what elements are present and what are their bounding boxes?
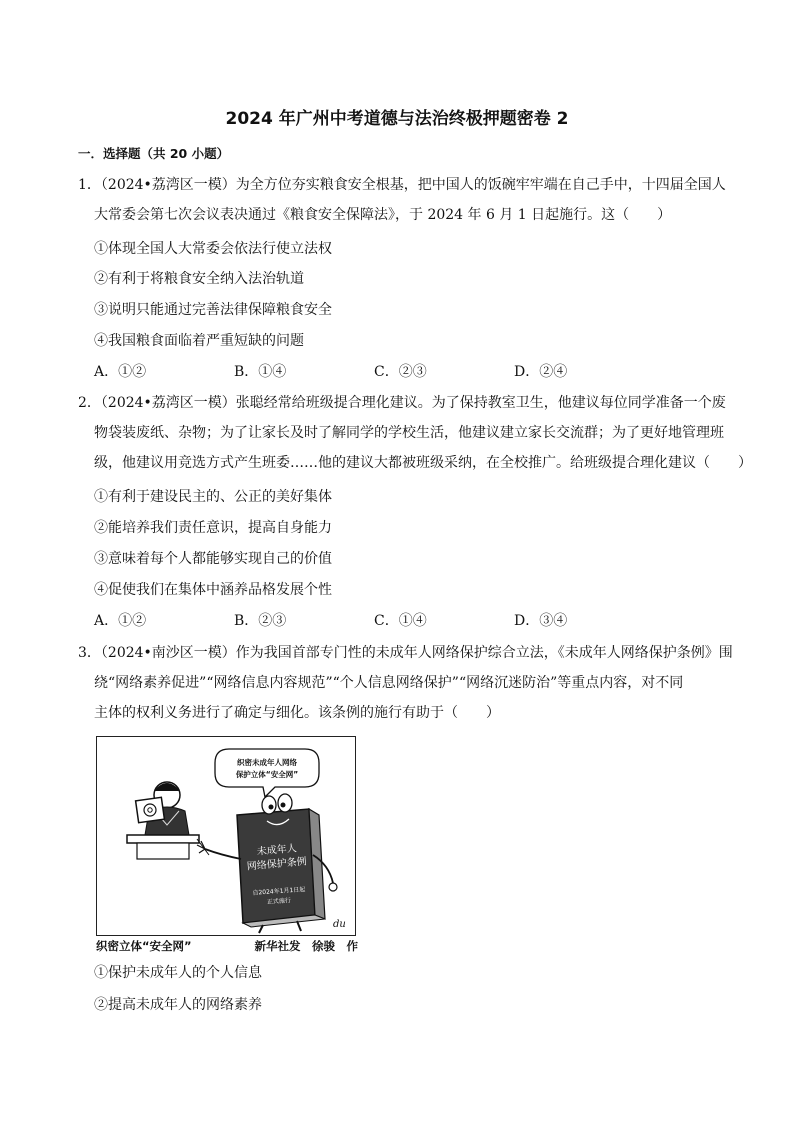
question-2-statement-3: ③意味着每个人都能够实现自己的价值 — [94, 551, 332, 567]
question-1-stem — [78, 170, 726, 230]
question-3-statement-2: ②提高未成年人的网络素养 — [94, 997, 262, 1013]
question-2-choice-a[interactable]: A．①② — [94, 613, 147, 629]
question-2-line-3: 级，他建议用竞选方式产生班委……他的建议大都被班级采纳，在全校推广。给班级提合理化建议（ ） — [94, 455, 752, 471]
cartoon-caption-author: 新华社发 徐骏 作 — [254, 939, 358, 953]
question-3-line-1: 3．（2024•南沙区一模）作为我国首部专门性的未成年人网络保护综合立法，《未成年人网络保护条例》围 — [78, 645, 733, 661]
page-title: 2024 年广州中考道德与法治终极押题密卷 2 — [225, 109, 569, 129]
question-3-line-2: 绕“网络素养促进”“网络信息内容规范”“个人信息网络保护”“网络沉迷防治”等重点内容，对不同 — [94, 675, 684, 691]
question-2-choice-b[interactable]: B．②③ — [234, 613, 287, 629]
question-2-statement-2: ②能培养我们责任意识，提高自身能力 — [94, 520, 332, 536]
question-2-statement-1: ①有利于建设民主的、公正的美好集体 — [94, 489, 332, 505]
speech-bubble — [215, 749, 319, 797]
question-1-statement-3: ③说明只能通过完善法律保障粮食安全 — [94, 302, 332, 318]
question-2-choice-d[interactable]: D．③④ — [514, 613, 568, 629]
book-title-line-1: 未成年人 — [256, 843, 298, 858]
question-2-choice-c[interactable]: C．①④ — [374, 613, 427, 629]
book-date-line-2: 正式施行 — [266, 897, 292, 906]
regulation-book-character — [197, 794, 337, 933]
question-2-stem — [78, 388, 752, 478]
cartoon-caption — [96, 938, 358, 954]
question-3-statement-1: ①保护未成年人的个人信息 — [94, 965, 262, 981]
question-1-choice-d[interactable]: D．②④ — [514, 364, 568, 380]
question-2-choices — [94, 610, 654, 630]
question-1-statement-1: ①体现全国人大常委会依法行使立法权 — [94, 241, 332, 257]
question-1-choice-c[interactable]: C．②③ — [374, 364, 427, 380]
book-date-line-1: 自2024年1月1日起 — [252, 886, 306, 897]
speech-bubble-line-1: 织密未成年人网络 — [237, 758, 297, 767]
question-1-line-1: 1．（2024•荔湾区一模）为全方位夯实粮食安全根基，把中国人的饭碗牢牢端在自己手中，十四届全国人 — [78, 177, 726, 193]
speech-bubble-line-2: 保护立体“安全网” — [235, 770, 299, 779]
cartoon-signature: du — [333, 919, 346, 930]
question-1-statement-4: ④我国粮食面临着严重短缺的问题 — [94, 333, 304, 349]
question-2-line-1: 2．（2024•荔湾区一模）张聪经常给班级提合理化建议。为了保持教室卫生，他建议每位同学准备一个废 — [78, 395, 726, 411]
question-1-line-2: 大常委会第七次会议表决通过《粮食安全保障法》，于 2024 年 6 月 1 日起施行。这（ ） — [94, 207, 672, 223]
question-1-choice-b[interactable]: B．①④ — [234, 364, 287, 380]
book-title-line-2: 网络保护条例 — [246, 856, 308, 873]
question-1-choice-a[interactable]: A．①② — [94, 364, 147, 380]
question-2-statement-4: ④促使我们在集体中涵养品格发展个性 — [94, 582, 332, 598]
section-heading: 一．选择题（共 20 小题） — [78, 146, 230, 161]
person-at-computer-icon — [127, 782, 209, 859]
question-2-line-2: 物袋装废纸、杂物；为了让家长及时了解同学的学校生活，他建议建立家长交流群；为了更好地管理班 — [94, 425, 724, 441]
cartoon-drawing — [97, 737, 355, 935]
question-1-choices — [94, 361, 654, 381]
question-3-stem — [78, 638, 733, 728]
cartoon-illustration — [96, 736, 356, 936]
cartoon-caption-title: 织密立体“安全网” — [96, 939, 192, 953]
question-3-line-3: 主体的权利义务进行了确定与细化。该条例的施行有助于（ ） — [94, 705, 500, 721]
question-1-statement-2: ②有利于将粮食安全纳入法治轨道 — [94, 271, 304, 287]
